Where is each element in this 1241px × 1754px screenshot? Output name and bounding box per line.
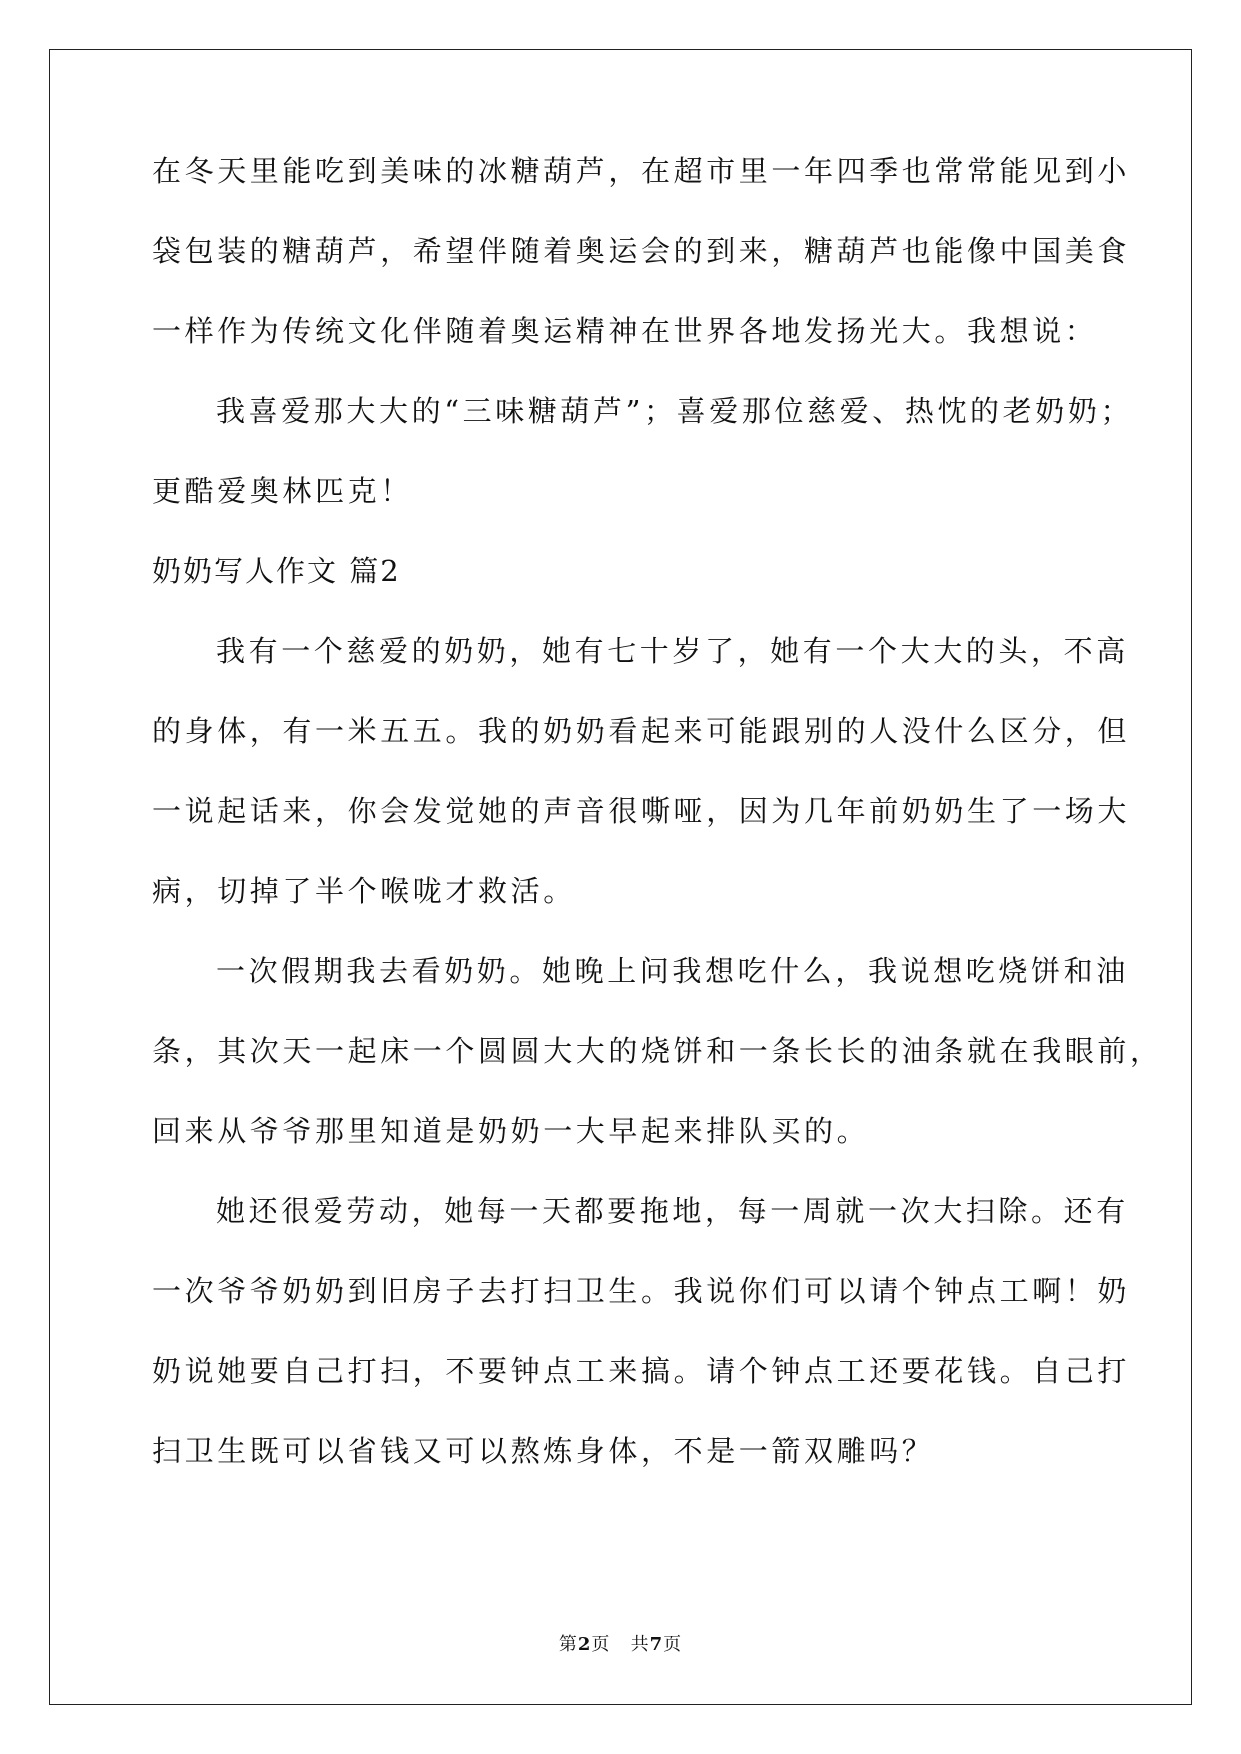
text-line: 更酷爱奥林匹克！ [152,474,413,508]
section-heading: 奶奶写人作文 篇2 [152,554,401,588]
text-line: 条，其次天一起床一个圆圆大大的烧饼和一条长长的油条就在我眼前， [152,1034,1163,1068]
paragraph-start-line: 她还很爱劳动，她每一天都要拖地，每一周就一次大扫除。还有 [216,1194,1129,1228]
footer-suffix: 页 [663,1634,683,1655]
paragraph-start-line: 我有一个慈爱的奶奶，她有七十岁了，她有一个大大的头，不高 [216,634,1129,668]
text-line: 扫卫生既可以省钱又可以熬炼身体，不是一箭双雕吗？ [152,1434,935,1468]
text-line: 一说起话来，你会发觉她的声音很嘶哑，因为几年前奶奶生了一场大 [152,794,1131,828]
text-line: 的身体，有一米五五。我的奶奶看起来可能跟别的人没什么区分，但 [152,714,1131,748]
page-footer [0,1633,1241,1657]
footer-prefix: 第 [558,1634,578,1655]
total-pages-number: 7 [649,1634,664,1655]
text-line: 袋包装的糖葫芦，希望伴随着奥运会的到来，糖葫芦也能像中国美食 [152,234,1131,268]
text-line: 一样作为传统文化伴随着奥运精神在世界各地发扬光大。我想说： [152,314,1098,348]
text-line: 在冬天里能吃到美味的冰糖葫芦，在超市里一年四季也常常能见到小 [152,154,1131,188]
document-body [152,151,1163,1511]
paragraph-start-line: 一次假期我去看奶奶。她晚上问我想吃什么，我说想吃烧饼和油 [216,954,1129,988]
paragraph-start-line: 我喜爱那大大的“三味糖葫芦”；喜爱那位慈爱、热忱的老奶奶； [216,394,1134,428]
text-line: 回来从爷爷那里知道是奶奶一大早起来排队买的。 [152,1114,870,1148]
text-line: 奶说她要自己打扫，不要钟点工来搞。请个钟点工还要花钱。自己打 [152,1354,1131,1388]
current-page-number: 2 [577,1634,592,1655]
text-line: 病，切掉了半个喉咙才救活。 [152,874,576,908]
text-line: 一次爷爷奶奶到旧房子去打扫卫生。我说你们可以请个钟点工啊！奶 [152,1274,1131,1308]
footer-middle: 页 共 [591,1634,650,1655]
